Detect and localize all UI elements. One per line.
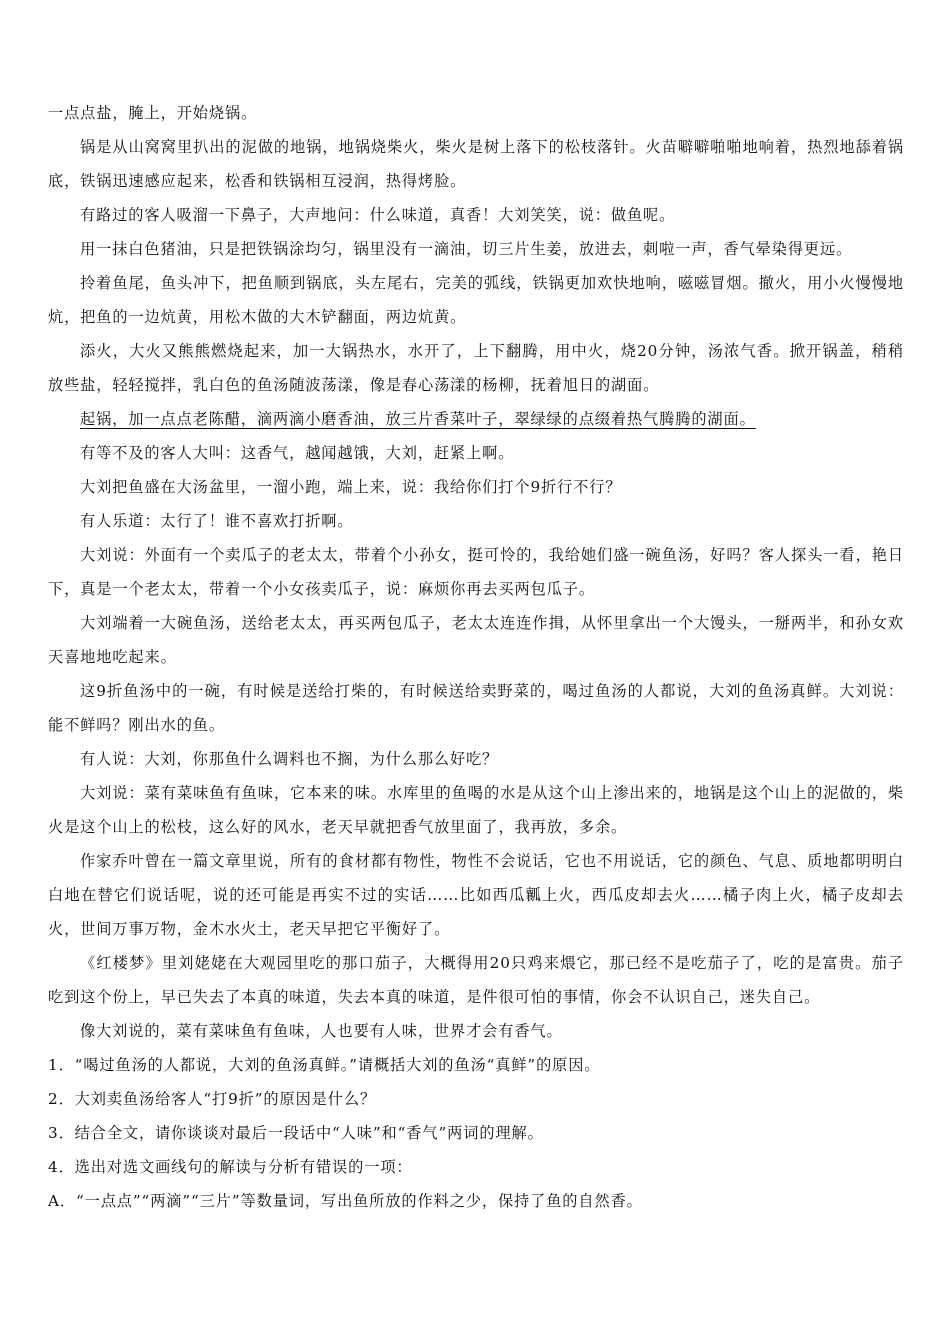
underlined-text: 起锅，加一点点老陈醋，滴两滴小磨香油，放三片香菜叶子，翠绿绿的点缀着热气腾腾的湖面。 xyxy=(80,410,756,428)
underlined-sentence xyxy=(48,402,904,436)
paragraph: 锅是从山窝窝里扒出的泥做的地锅，地锅烧柴火，柴火是树上落下的松枝落针。火苗噼噼啪啪地响着，热烈地舔着锅底，铁锅迅速感应起来，松香和铁锅相互浸润，热得烤脸。 xyxy=(48,138,904,190)
paragraph: 作家乔叶曾在一篇文章里说，所有的食材都有物性，物性不会说话，它也不用说话，它的颜色、气息、质地都明明白白地在替它们说话呢，说的还可能是再实不过的实话……比如西瓜瓤上火，西瓜皮却去火……橘子肉上火，橘子皮却去火，世间万事万物，金木水火土，老天早把它平衡好了。 xyxy=(48,852,904,938)
closing-paragraph: 像大刘说的，菜有菜味鱼有鱼味，人也要有人味，世界才会有香气。 xyxy=(80,1022,563,1040)
paragraph: 拎着鱼尾，鱼头冲下，把鱼顺到锅底，头左尾右，完美的弧线，铁锅更加欢快地响，嗞嗞冒烟。撤火，用小火慢慢地炕，把鱼的一边炕黄，用松木做的大木铲翻面，两边炕黄。 xyxy=(48,274,904,326)
paragraph: 用一抹白色猪油，只是把铁锅涂均匀，锅里没有一滴油，切三片生姜，放进去，刺啦一声，香气晕染得更远。 xyxy=(80,240,853,258)
paragraph: 有等不及的客人大叫：这香气，越闻越饿，大刘，赶紧上啊。 xyxy=(80,444,515,462)
question-4: 4．选出对选文画线句的解读与分析有错误的一项： xyxy=(48,1158,413,1176)
paragraph: 有路过的客人吸溜一下鼻子，大声地问：什么味道，真香！大刘笑笑，说：做鱼呢。 xyxy=(80,206,676,224)
paragraph: 有人说：大刘，你那鱼什么调料也不搁，为什么那么好吃？ xyxy=(80,750,499,768)
paragraph: 大刘说：菜有菜味鱼有鱼味，它本来的味。水库里的鱼喝的水是从这个山上渗出来的，地锅是这个山上的泥做的，柴火是这个山上的松枝，这么好的风水，老天早就把香气放里面了，我再放，多余。 xyxy=(48,784,904,836)
paragraph: 大刘端着一大碗鱼汤，送给老太太，再买两包瓜子，老太太连连作揖，从怀里拿出一个大馒头，一掰两半，和孙女欢天喜地地吃起来。 xyxy=(48,614,904,666)
paragraph: 有人乐道：太行了！谁不喜欢打折啊。 xyxy=(80,512,354,530)
paragraph: 大刘说：外面有一个卖瓜子的老太太，带着个小孙女，挺可怜的，我给她们盛一碗鱼汤，好吗？客人探头一看，艳日下，真是一个老太太，带着一个小女孩卖瓜子，说：麻烦你再去买两包瓜子。 xyxy=(48,546,904,598)
question-3: 3．结合全文，请你谈谈对最后一段话中“人味”和“香气”两词的理解。 xyxy=(48,1124,544,1142)
paragraph: 这9折鱼汤中的一碗，有时候是送给打柴的，有时候送给卖野菜的，喝过鱼汤的人都说，大刘的鱼汤真鲜。大刘说：能不鲜吗？刚出水的鱼。 xyxy=(48,682,904,734)
paragraph: 《红楼梦》里刘姥姥在大观园里吃的那口茄子，大概得用20只鸡来煨它，那已经不是吃茄子了，吃的是富贵。茄子吃到这个份上，早已失去了本真的味道，失去本真的味道，是件很可怕的事情，你会不认识自己，迷失自己。 xyxy=(48,954,904,1006)
question-2: 2．大刘卖鱼汤给客人“打9折”的原因是什么？ xyxy=(48,1090,377,1108)
paragraph: 添火，大火又熊熊燃烧起来，加一大锅热水，水开了，上下翻腾，用中火，烧20分钟，汤浓气香。掀开锅盖，稍稍放些盐，轻轻搅拌，乳白色的鱼汤随波荡漾，像是春心荡漾的杨柳，抚着旭日的湖面。 xyxy=(48,342,904,394)
option-a: A．“一点点”“两滴”“三片”等数量词，写出鱼所放的作料之少，保持了鱼的自然香。 xyxy=(48,1192,643,1210)
question-1: 1．“喝过鱼汤的人都说，大刘的鱼汤真鲜。”请概括大刘的鱼汤“真鲜”的原因。 xyxy=(48,1056,601,1074)
document-page xyxy=(48,96,904,1218)
paragraph: 一点点盐，腌上，开始烧锅。 xyxy=(48,104,258,122)
paragraph: 大刘把鱼盛在大汤盆里，一溜小跑，端上来，说：我给你们打个9折行不行？ xyxy=(80,478,622,496)
